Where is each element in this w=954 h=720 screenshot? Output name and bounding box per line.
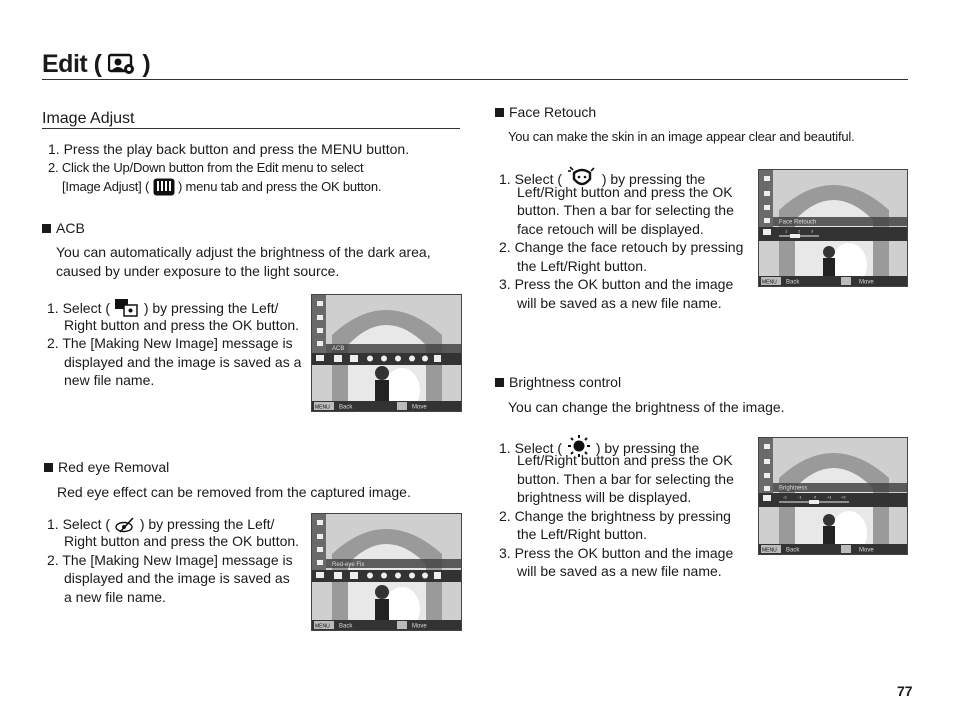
- section-heading-image-adjust: Image Adjust: [42, 110, 135, 127]
- page-title: Edit ( ): [42, 50, 151, 78]
- desc-text: caused by under exposure to the light source.: [56, 263, 340, 279]
- screen-back-text: Back: [339, 404, 353, 411]
- step-text: 2. Change the brightness by pressing: [499, 508, 731, 524]
- step-text: Right button and press the OK button.: [64, 317, 300, 333]
- step-text: will be saved as a new file name.: [517, 563, 722, 579]
- square-bullet-icon: [42, 224, 51, 233]
- step-text: 1. Press the play back button and press the MENU button.: [48, 141, 410, 157]
- screen-move-text: Move: [859, 547, 874, 554]
- step-text: 2. Click the Up/Down button from the Edit menu to select: [48, 160, 364, 175]
- page-number: 77: [897, 683, 913, 699]
- step-text: new file name.: [64, 372, 155, 388]
- desc-text: You can make the skin in an image appear clear and beautiful.: [508, 129, 855, 144]
- desc-text: You can automatically adjust the brightness of the dark area,: [56, 244, 431, 260]
- scale-label: -2: [783, 494, 787, 500]
- screen-label: Red-eye Fix: [332, 562, 365, 568]
- step-text: displayed and the image is saved as a: [64, 354, 302, 370]
- screen-back-text: Back: [786, 279, 800, 286]
- step-text: 1. Select ( ) by pressing the: [499, 434, 699, 462]
- step-text: will be saved as a new file name.: [517, 295, 722, 311]
- step-text: 1. Select ( ) by pressing the: [499, 165, 705, 193]
- scale-label: 1: [785, 228, 788, 234]
- screen-move-text: Move: [412, 404, 427, 411]
- step-text: brightness will be displayed.: [517, 489, 692, 505]
- screen-move-text: Move: [859, 279, 874, 286]
- scale-label: +1: [827, 494, 832, 500]
- screen-menu-key: MENU: [762, 547, 777, 554]
- square-bullet-icon: [44, 463, 53, 472]
- camera-screen-brightness: [758, 437, 908, 555]
- scale-label: 2: [798, 228, 801, 234]
- edit-icon: [108, 53, 136, 75]
- section-heading-acb: ACB: [42, 219, 85, 237]
- scale-label: 3: [811, 228, 814, 234]
- section-heading-red-eye: Red eye Removal: [44, 458, 169, 476]
- step-text: button. Then a bar for selecting the: [517, 471, 734, 487]
- screen-label: ACB: [332, 346, 345, 352]
- step-text: 1. Select ( ) by pressing the Left/: [47, 515, 274, 538]
- step-text: 2. Change the face retouch by pressing: [499, 239, 744, 255]
- title-rule: [42, 79, 908, 80]
- step-text: [Image Adjust] ( ) menu tab and press the OK button.: [62, 178, 381, 201]
- section-heading-face-retouch: Face Retouch: [495, 103, 596, 121]
- desc-text: You can change the brightness of the image.: [508, 399, 785, 415]
- image-adjust-icon: [153, 178, 175, 201]
- screen-label: Face Retouch: [779, 219, 817, 226]
- step-text: button. Then a bar for selecting the: [517, 202, 734, 218]
- scale-label: -1: [798, 494, 802, 500]
- screen-back-text: Back: [339, 623, 353, 630]
- camera-screen-red-eye: [311, 513, 462, 631]
- step-text: face retouch will be displayed.: [517, 221, 704, 237]
- screen-menu-key: MENU: [315, 404, 330, 411]
- desc-text: Red eye effect can be removed from the captured image.: [57, 484, 411, 500]
- step-text: 2. The [Making New Image] message is: [47, 335, 293, 351]
- screen-menu-key: MENU: [762, 279, 777, 286]
- square-bullet-icon: [495, 108, 504, 117]
- step-text: a new file name.: [64, 589, 166, 605]
- screen-move-text: Move: [412, 623, 427, 630]
- step-text: the Left/Right button.: [517, 526, 647, 542]
- section-heading-brightness: Brightness control: [495, 373, 621, 391]
- step-text: displayed and the image is saved as: [64, 570, 290, 586]
- step-text: Left/Right button and press the OK: [517, 184, 733, 200]
- step-text: the Left/Right button.: [517, 258, 647, 274]
- camera-screen-face-retouch: [758, 169, 908, 287]
- screen-label: Brightness: [779, 485, 808, 492]
- scale-label: +2: [841, 494, 846, 500]
- scale-label: 0: [814, 494, 817, 500]
- step-text: 2. The [Making New Image] message is: [47, 552, 293, 568]
- camera-screen-acb: [311, 294, 462, 412]
- section-rule: [42, 128, 460, 129]
- square-bullet-icon: [495, 378, 504, 387]
- screen-menu-key: MENU: [315, 623, 330, 630]
- step-text: 1. Select ( ) by pressing the Left/: [47, 298, 278, 322]
- screen-back-text: Back: [786, 547, 800, 554]
- step-text: Right button and press the OK button.: [64, 533, 300, 549]
- step-text: Left/Right button and press the OK: [517, 452, 733, 468]
- step-text: 3. Press the OK button and the image: [499, 276, 734, 292]
- step-text: 3. Press the OK button and the image: [499, 545, 734, 561]
